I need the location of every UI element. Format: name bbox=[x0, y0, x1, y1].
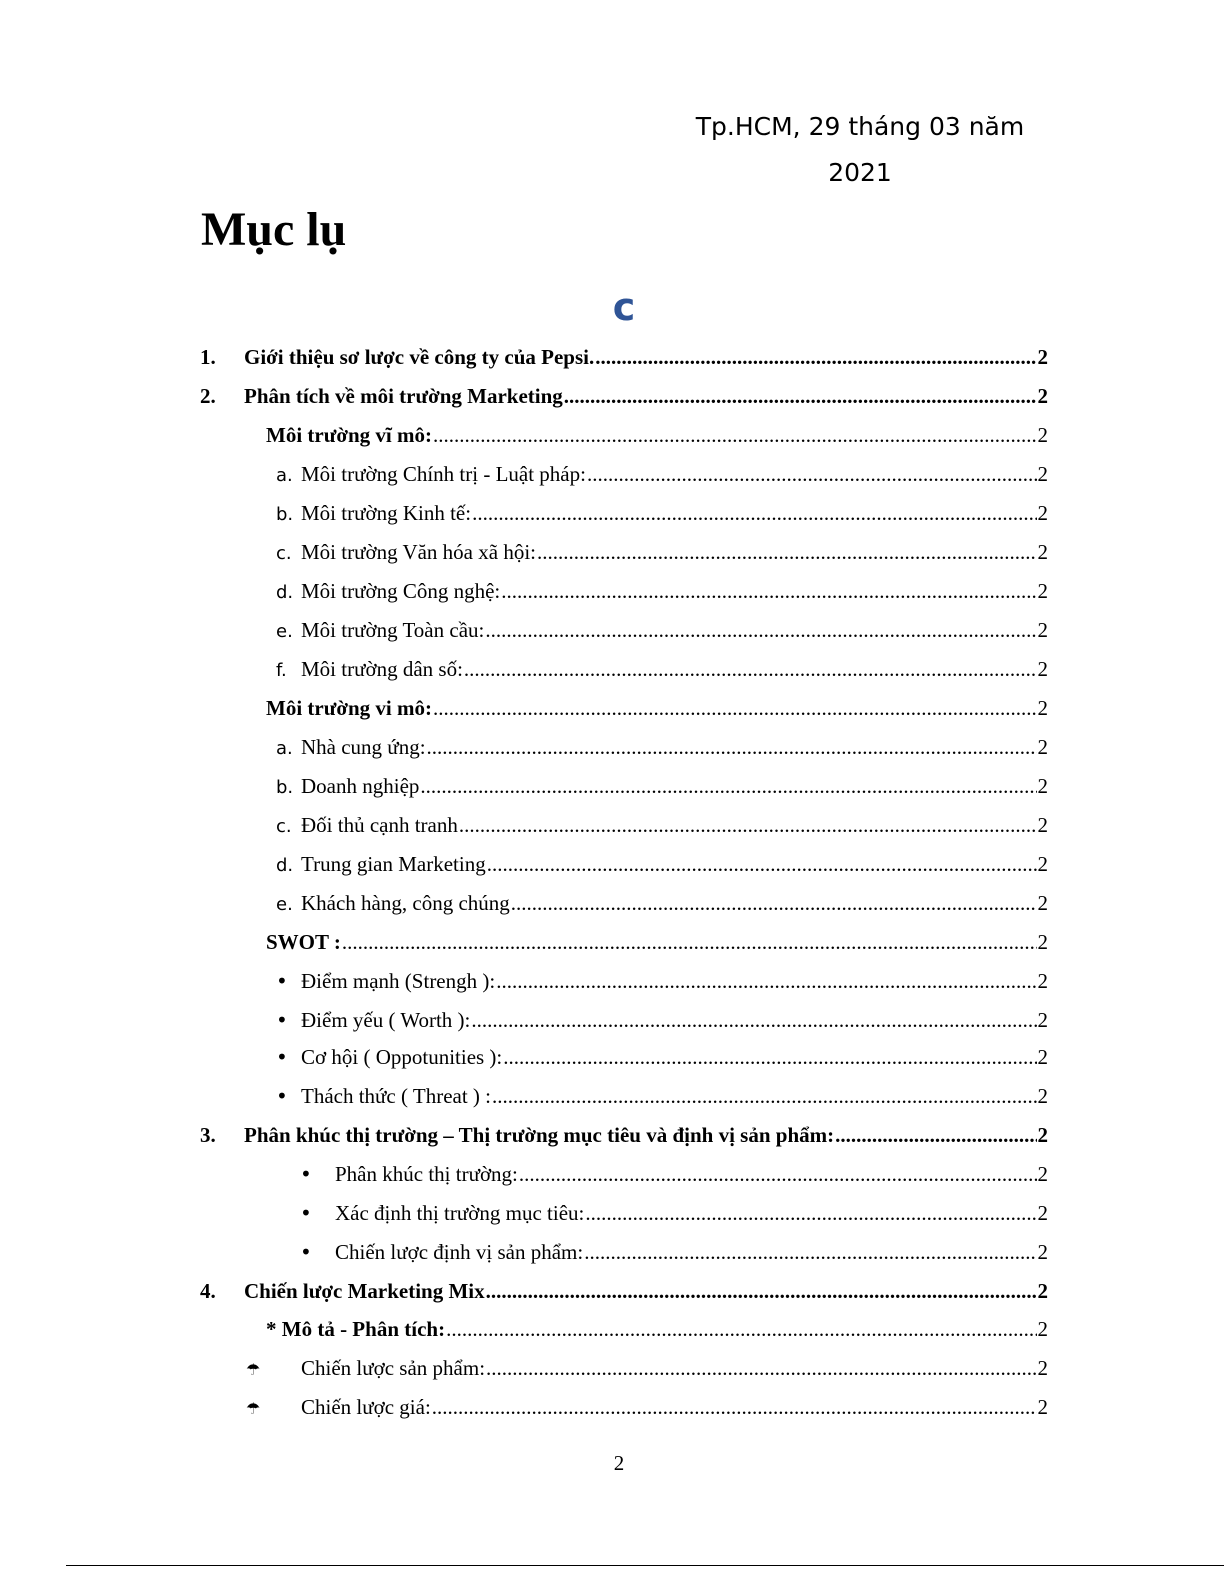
toc-title: Mục lụ bbox=[201, 203, 347, 256]
toc-entry-page: 2 bbox=[1037, 1045, 1048, 1069]
toc-entry-number: 2. bbox=[200, 384, 216, 408]
toc-entry-page: 2 bbox=[1037, 1084, 1048, 1108]
toc-leader bbox=[511, 888, 1037, 918]
toc-leader bbox=[342, 927, 1037, 957]
toc-entry-page: 2 bbox=[1037, 969, 1048, 993]
toc-entry-competitors[interactable] bbox=[276, 810, 1048, 840]
toc-entry-label: Phân khúc thị trường – Thị trường mục tiêu và định vị sản phẩm: bbox=[244, 1123, 835, 1147]
toc-entry-letter: d. bbox=[276, 855, 294, 876]
toc-leader bbox=[564, 381, 1037, 411]
toc-entry-label: * Mô tả - Phân tích: bbox=[266, 1317, 446, 1341]
umbrella-icon: ☂ bbox=[246, 1360, 261, 1379]
toc-entry-page: 2 bbox=[1037, 462, 1048, 486]
toc-entry-letter: c. bbox=[276, 543, 292, 564]
toc-entry-page: 2 bbox=[1037, 345, 1048, 369]
toc-entry-customers-public[interactable] bbox=[276, 888, 1048, 918]
bullet-icon: • bbox=[276, 1045, 288, 1069]
toc-entry-label: Môi trường Chính trị - Luật pháp: bbox=[301, 462, 586, 486]
umbrella-icon: ☂ bbox=[246, 1399, 261, 1418]
toc-entry-label: Trung gian Marketing bbox=[301, 852, 486, 876]
toc-leader bbox=[427, 732, 1037, 762]
page-bottom-divider bbox=[66, 1565, 1224, 1566]
bullet-icon: • bbox=[276, 969, 288, 993]
toc-entry-page: 2 bbox=[1037, 891, 1048, 915]
toc-entry-political-legal[interactable] bbox=[276, 459, 1048, 489]
toc-entry-label: Đối thủ cạnh tranh bbox=[301, 813, 458, 837]
toc-leader bbox=[501, 576, 1036, 606]
toc-leader bbox=[503, 1042, 1036, 1072]
toc-entry-page: 2 bbox=[1037, 618, 1048, 642]
toc-entry-label: Giới thiệu sơ lược về công ty của Pepsi. bbox=[244, 345, 595, 369]
toc-entry-global[interactable] bbox=[276, 615, 1048, 645]
toc-entry-3[interactable] bbox=[200, 1120, 1048, 1150]
toc-entry-letter: b. bbox=[276, 504, 294, 525]
toc-leader bbox=[485, 615, 1036, 645]
bullet-icon: • bbox=[300, 1201, 312, 1225]
toc-entry-page: 2 bbox=[1037, 774, 1048, 798]
toc-entry-enterprise[interactable] bbox=[276, 771, 1048, 801]
toc-entry-page: 2 bbox=[1037, 1201, 1048, 1225]
toc-leader bbox=[519, 1159, 1037, 1189]
toc-leader bbox=[835, 1120, 1036, 1150]
toc-entry-label: Điểm yếu ( Worth ): bbox=[301, 1008, 471, 1032]
toc-entry-label: Môi trường Kinh tế: bbox=[301, 501, 472, 525]
toc-entry-label: Chiến lược định vị sản phẩm: bbox=[335, 1240, 584, 1264]
toc-leader bbox=[537, 537, 1037, 567]
toc-entry-letter: a. bbox=[276, 738, 293, 759]
toc-leader bbox=[486, 1353, 1036, 1383]
toc-entry-letter: c. bbox=[276, 816, 292, 837]
toc-entry-macro-environment[interactable] bbox=[266, 420, 1048, 450]
document-date bbox=[660, 104, 1060, 196]
toc-entry-label: SWOT : bbox=[266, 930, 341, 954]
toc-entry-price-strategy[interactable] bbox=[246, 1392, 1048, 1422]
toc-entry-page: 2 bbox=[1037, 696, 1048, 720]
toc-entry-strengths[interactable] bbox=[276, 966, 1048, 996]
toc-leader bbox=[433, 420, 1037, 450]
toc-entry-page: 2 bbox=[1037, 1279, 1048, 1303]
toc-leader bbox=[459, 810, 1037, 840]
toc-entry-page: 2 bbox=[1037, 813, 1048, 837]
toc-entry-page: 2 bbox=[1037, 1123, 1048, 1147]
toc-entry-number: 3. bbox=[200, 1123, 216, 1147]
toc-entry-target-market[interactable] bbox=[300, 1198, 1048, 1228]
toc-leader bbox=[585, 1198, 1036, 1228]
toc-entry-label: Môi trường Công nghệ: bbox=[301, 579, 501, 603]
toc-entry-label: Chiến lược Marketing Mix bbox=[244, 1279, 485, 1303]
toc-entry-label: Môi trường Văn hóa xã hội: bbox=[301, 540, 536, 564]
toc-leader bbox=[492, 1081, 1037, 1111]
toc-entry-label: Chiến lược giá: bbox=[301, 1395, 431, 1419]
toc-leader bbox=[487, 849, 1037, 879]
bullet-icon: • bbox=[276, 1008, 288, 1032]
toc-leader bbox=[446, 1314, 1036, 1344]
bullet-icon: • bbox=[300, 1240, 312, 1264]
toc-entry-label: Xác định thị trường mục tiêu: bbox=[335, 1201, 585, 1225]
toc-entry-swot[interactable] bbox=[266, 927, 1048, 957]
toc-entry-positioning-strategy[interactable] bbox=[300, 1237, 1048, 1267]
toc-leader bbox=[584, 1237, 1036, 1267]
page-number: 2 bbox=[613, 1451, 625, 1475]
toc-entry-letter: e. bbox=[276, 894, 293, 915]
toc-leader bbox=[433, 693, 1037, 723]
toc-entry-letter: f. bbox=[276, 660, 287, 681]
toc-entry-label: Cơ hội ( Oppotunities ): bbox=[301, 1045, 503, 1069]
date-line-1: Tp.HCM, 29 tháng 03 năm bbox=[695, 112, 1025, 141]
toc-entry-population[interactable] bbox=[276, 654, 1048, 684]
toc-entry-micro-environment[interactable] bbox=[266, 693, 1048, 723]
toc-leader bbox=[486, 1276, 1037, 1306]
toc-entry-page: 2 bbox=[1037, 1395, 1048, 1419]
toc-entry-product-strategy[interactable] bbox=[246, 1353, 1048, 1383]
toc-entry-page: 2 bbox=[1037, 423, 1048, 447]
toc-entry-number: 4. bbox=[200, 1279, 216, 1303]
toc-entry-label: Doanh nghiệp bbox=[301, 774, 420, 798]
toc-entry-letter: b. bbox=[276, 777, 294, 798]
toc-leader bbox=[595, 342, 1036, 372]
toc-entry-economic[interactable] bbox=[276, 498, 1048, 528]
date-line-2: 2021 bbox=[828, 158, 892, 187]
toc-leader bbox=[464, 654, 1037, 684]
toc-entry-letter: a. bbox=[276, 465, 293, 486]
toc-entry-page: 2 bbox=[1037, 1317, 1048, 1341]
toc-entry-2[interactable] bbox=[200, 381, 1048, 411]
toc-entry-label: Điểm mạnh (Strengh ): bbox=[301, 969, 496, 993]
toc-leader bbox=[472, 498, 1036, 528]
toc-entry-label: Môi trường dân số: bbox=[301, 657, 463, 681]
toc-entry-marketing-intermediaries[interactable] bbox=[276, 849, 1048, 879]
toc-entry-page: 2 bbox=[1037, 501, 1048, 525]
toc-entry-4[interactable] bbox=[200, 1276, 1048, 1306]
toc-entry-page: 2 bbox=[1037, 735, 1048, 759]
toc-entry-cultural-social[interactable] bbox=[276, 537, 1048, 567]
toc-entry-opportunities[interactable] bbox=[276, 1042, 1048, 1072]
toc-entry-page: 2 bbox=[1037, 657, 1048, 681]
toc-entry-page: 2 bbox=[1037, 1162, 1048, 1186]
toc-entry-label: Chiến lược sản phẩm: bbox=[301, 1356, 486, 1380]
toc-leader bbox=[471, 1005, 1036, 1035]
toc-entry-page: 2 bbox=[1037, 930, 1048, 954]
toc-entry-letter: e. bbox=[276, 621, 293, 642]
toc-entry-1[interactable] bbox=[200, 342, 1048, 372]
toc-title-overflow: c bbox=[612, 285, 636, 329]
toc-entry-technology[interactable] bbox=[276, 576, 1048, 606]
toc-entry-page: 2 bbox=[1037, 540, 1048, 564]
toc-leader bbox=[420, 771, 1036, 801]
toc-entry-threats[interactable] bbox=[276, 1081, 1048, 1111]
toc-entry-suppliers[interactable] bbox=[276, 732, 1048, 762]
toc-entry-label: Môi trường vi mô: bbox=[266, 696, 432, 720]
toc-entry-label: Phân khúc thị trường: bbox=[335, 1162, 518, 1186]
bullet-icon: • bbox=[276, 1084, 288, 1108]
toc-entry-label: Thách thức ( Threat ) : bbox=[301, 1084, 491, 1108]
toc-entry-page: 2 bbox=[1037, 384, 1048, 408]
toc-entry-label: Phân tích về môi trường Marketing bbox=[244, 384, 563, 408]
toc-leader bbox=[496, 966, 1036, 996]
toc-leader bbox=[587, 459, 1037, 489]
toc-entry-market-segmentation[interactable] bbox=[300, 1159, 1048, 1189]
toc-entry-page: 2 bbox=[1037, 579, 1048, 603]
toc-entry-page: 2 bbox=[1037, 1356, 1048, 1380]
toc-entry-label: Môi trường Toàn cầu: bbox=[301, 618, 485, 642]
toc-entry-page: 2 bbox=[1037, 1240, 1048, 1264]
toc-entry-label: Khách hàng, công chúng bbox=[301, 891, 510, 915]
toc-leader bbox=[432, 1392, 1037, 1422]
toc-entry-label: Nhà cung ứng: bbox=[301, 735, 426, 759]
toc-entry-weaknesses[interactable] bbox=[276, 1005, 1048, 1035]
bullet-icon: • bbox=[300, 1162, 312, 1186]
toc-entry-description-analysis[interactable] bbox=[266, 1314, 1048, 1344]
toc-entry-number: 1. bbox=[200, 345, 216, 369]
toc-entry-page: 2 bbox=[1037, 852, 1048, 876]
toc-entry-label: Môi trường vĩ mô: bbox=[266, 423, 432, 447]
toc-entry-page: 2 bbox=[1037, 1008, 1048, 1032]
toc-entry-letter: d. bbox=[276, 582, 294, 603]
